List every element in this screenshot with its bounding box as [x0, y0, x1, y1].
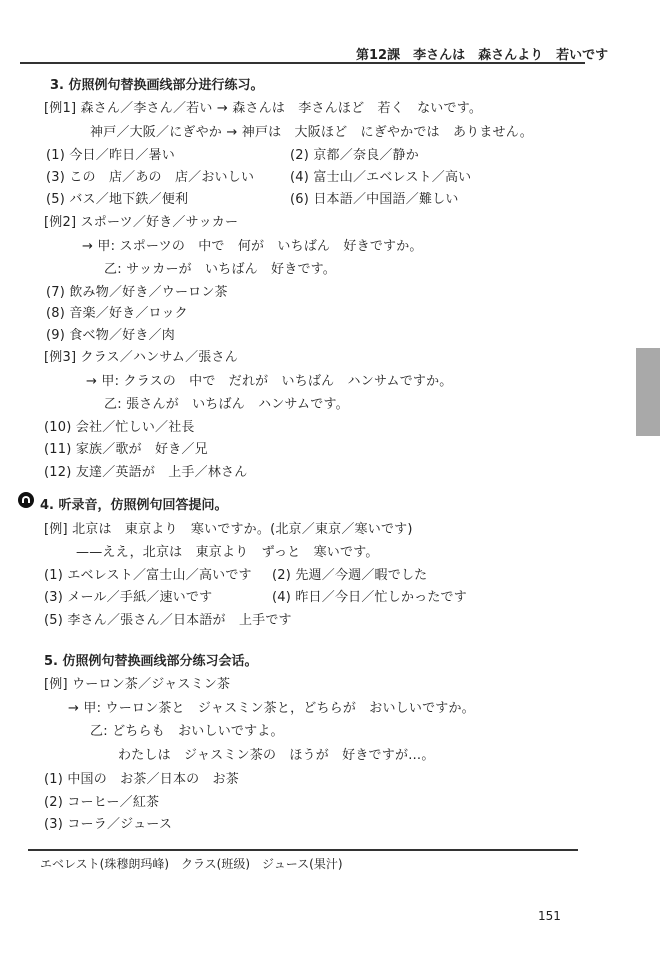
exercise-item: (6) 日本語／中国語／難しい	[290, 192, 459, 207]
exercise-item: (4) 昨日／今日／忙しかったです	[272, 590, 467, 605]
exercise-item: (10) 会社／忙しい／社長	[44, 420, 195, 435]
exercise-line: わたしは ジャスミン茶の ほうが 好きですが…。	[118, 748, 435, 763]
footer-rule	[28, 849, 578, 851]
exercise-item: (11) 家族／歌が 好き／兄	[44, 442, 208, 457]
exercise-line: 神戸／大阪／にぎやか → 神戸は 大阪ほど にぎやかでは ありません。	[90, 125, 533, 140]
exercise-item: (3) メール／手紙／速いです	[44, 590, 213, 605]
side-thumb-tab	[636, 348, 660, 436]
exercise-item: (8) 音楽／好き／ロック	[46, 306, 188, 321]
vocabulary-glossary: エベレスト(珠穆朗玛峰) クラス(班级) ジュース(果汁)	[40, 857, 343, 871]
exercise-line: → 甲: ウーロン茶と ジャスミン茶と，どちらが おいしいですか。	[68, 701, 475, 716]
exercise-line: ——ええ，北京は 東京より ずっと 寒いです。	[76, 545, 379, 560]
header-rule	[20, 62, 585, 64]
section-5-heading: 5. 仿照例句替换画线部分练习会话。	[44, 654, 258, 669]
exercise-item: (5) バス／地下鉄／便利	[46, 192, 189, 207]
exercise-item: (1) 今日／昨日／暑い	[46, 148, 175, 163]
exercise-item: (1) 中国の お茶／日本の お茶	[44, 772, 239, 787]
exercise-item: (3) コーラ／ジュース	[44, 817, 173, 832]
exercise-item: (12) 友達／英語が 上手／林さん	[44, 465, 248, 480]
exercise-item: (1) エベレスト／富士山／高いです	[44, 568, 252, 583]
section-3-heading: 3. 仿照例句替换画线部分进行练习。	[50, 78, 264, 93]
exercise-line: [例3] クラス／ハンサム／張さん	[44, 350, 238, 365]
exercise-line: [例1] 森さん／李さん／若い → 森さんは 李さんほど 若く ないです。	[44, 101, 483, 116]
exercise-item: (7) 飲み物／好き／ウーロン茶	[46, 285, 228, 300]
exercise-line: [例] ウーロン茶／ジャスミン茶	[44, 677, 231, 692]
exercise-line: 乙: どちらも おいしいですよ。	[90, 724, 284, 739]
exercise-item: (4) 富士山／エベレスト／高い	[290, 170, 472, 185]
exercise-line: 乙: サッカーが いちばん 好きです。	[104, 262, 337, 277]
exercise-line: [例2] スポーツ／好き／サッカー	[44, 215, 239, 230]
exercise-line: 乙: 張さんが いちばん ハンサムです。	[104, 397, 349, 412]
exercise-item: (3) この 店／あの 店／おいしい	[46, 170, 255, 185]
section-4-heading: 4. 听录音，仿照例句回答提问。	[40, 498, 228, 513]
headphones-icon	[18, 492, 34, 508]
page-header-title: 第12課 李さんは 森さんより 若いです	[356, 48, 609, 63]
exercise-item: (2) コーヒー／紅茶	[44, 795, 160, 810]
exercise-item: (2) 京都／奈良／静か	[290, 148, 419, 163]
exercise-line: [例] 北京は 東京より 寒いですか。(北京／東京／寒いです)	[44, 522, 413, 537]
exercise-line: → 甲: クラスの 中で だれが いちばん ハンサムですか。	[86, 374, 453, 389]
exercise-item: (2) 先週／今週／暇でした	[272, 568, 428, 583]
exercise-item: (9) 食べ物／好き／肉	[46, 328, 175, 343]
exercise-item: (5) 李さん／張さん／日本語が 上手です	[44, 613, 292, 628]
exercise-line: → 甲: スポーツの 中で 何が いちばん 好きですか。	[82, 239, 423, 254]
page-number: 151	[538, 909, 561, 923]
